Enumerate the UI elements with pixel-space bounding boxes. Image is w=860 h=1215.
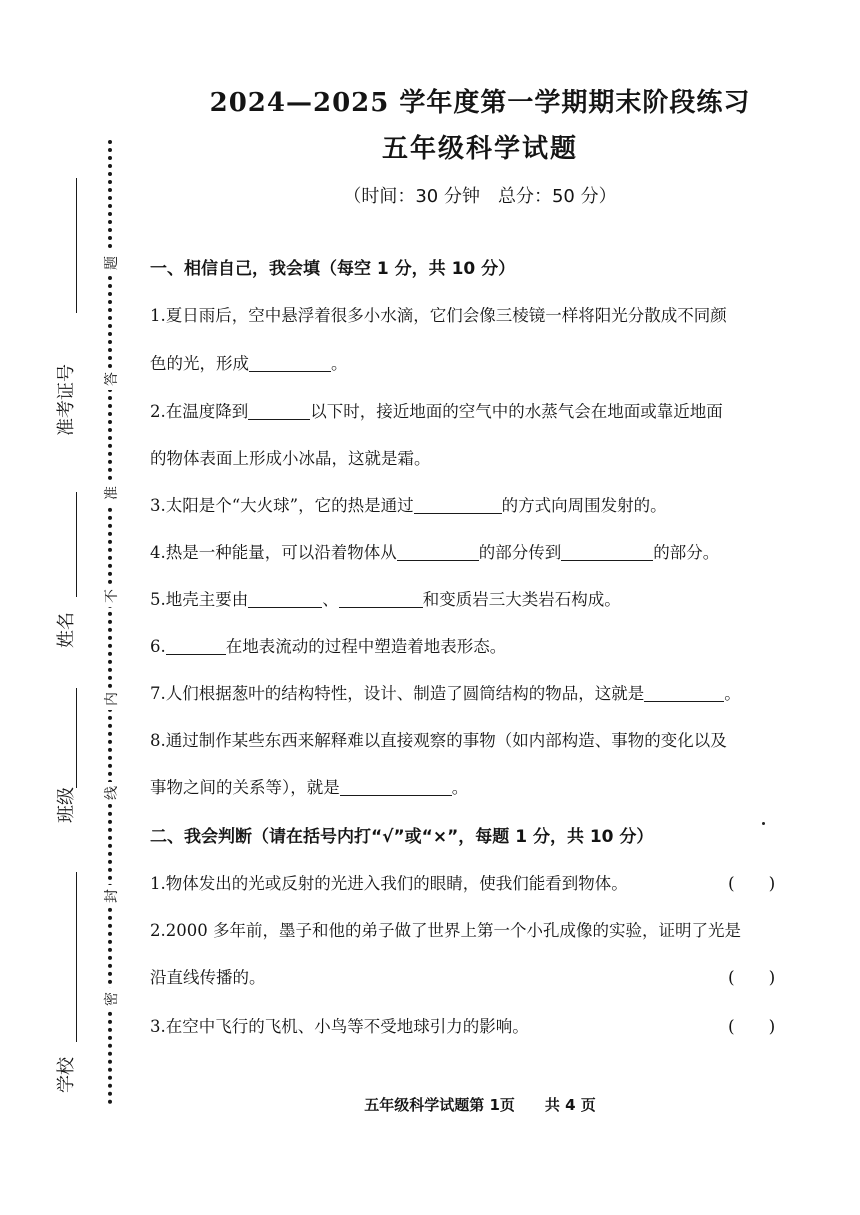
answer-parenthesis[interactable]: ( ) — [728, 968, 776, 988]
exam-number-line — [76, 178, 77, 313]
school-label: 学校 — [56, 1057, 77, 1093]
name-line — [76, 492, 77, 597]
exam-subtitle: 五年级科学试题 — [381, 134, 578, 164]
question-2-line-1: 2.在温度降到 以下时，接近地面的空气中的水蒸气会在地面或靠近地面 — [150, 402, 723, 421]
exam-time-score: （时间：30 分钟 总分：50 分） — [343, 186, 617, 207]
question-8-line-2: 事物之间的关系等），就是 。 — [150, 778, 469, 797]
judge-question-2-line-2: 沿直线传播的。 — [150, 968, 266, 987]
question-5: 5.地壳主要由 、 和变质岩三大类岩石构成。 — [150, 590, 621, 609]
section-2-heading: 二、我会判断（请在括号内打“√”或“×”，每题 1 分，共 10 分） — [150, 827, 654, 847]
judge-question-1: 1.物体发出的光或反射的光进入我们的眼睛，使我们能看到物体。 — [150, 874, 628, 893]
question-8-line-1: 8.通过制作某些东西来解释难以直接观察的事物（如内部构造、事物的变化以及 — [150, 731, 727, 750]
answer-parenthesis[interactable]: ( ) — [728, 1017, 776, 1037]
section-1-heading: 一、相信自己，我会填（每空 1 分，共 10 分） — [150, 259, 516, 279]
class-line — [76, 688, 77, 788]
answer-blank[interactable] — [248, 402, 310, 420]
answer-blank[interactable] — [644, 684, 724, 702]
answer-blank[interactable] — [414, 496, 502, 514]
answer-blank[interactable] — [249, 354, 331, 372]
exam-number-label: 准考证号 — [56, 364, 77, 436]
seal-dotted-line — [108, 140, 112, 1105]
class-label: 班级 — [56, 787, 77, 823]
seal-char: 题 — [100, 252, 122, 274]
seal-char: 密 — [100, 988, 122, 1010]
answer-blank[interactable] — [561, 543, 653, 561]
question-6: 6. 在地表流动的过程中塑造着地表形态。 — [150, 637, 507, 656]
scan-speck — [762, 822, 765, 825]
judge-question-3: 3.在空中飞行的飞机、小鸟等不受地球引力的影响。 — [150, 1017, 529, 1036]
exam-title: 2024—2025 学年度第一学期期末阶段练习 — [209, 88, 751, 118]
judge-question-2-line-1: 2.2000 多年前，墨子和他的弟子做了世界上第一个小孔成像的实验，证明了光是 — [150, 921, 741, 940]
question-3: 3.太阳是个“大火球”，它的热是通过 的方式向周围发射的。 — [150, 496, 667, 515]
question-1-line-1: 1.夏日雨后，空中悬浮着很多小水滴，它们会像三棱镜一样将阳光分散成不同颜 — [150, 306, 727, 325]
school-line — [76, 872, 77, 1042]
answer-blank[interactable] — [397, 543, 479, 561]
seal-char: 线 — [100, 782, 122, 804]
seal-char: 封 — [100, 885, 122, 907]
name-label: 姓名 — [56, 612, 77, 648]
seal-char: 内 — [100, 688, 122, 710]
answer-blank[interactable] — [248, 590, 322, 608]
question-4: 4.热是一种能量，可以沿着物体从 的部分传到 的部分。 — [150, 543, 720, 562]
seal-char: 答 — [100, 368, 122, 390]
answer-parenthesis[interactable]: ( ) — [728, 874, 776, 894]
answer-blank[interactable] — [166, 637, 226, 655]
question-1-line-2: 色的光，形成 。 — [150, 354, 348, 373]
question-2-line-2: 的物体表面上形成小冰晶，这就是霜。 — [150, 449, 431, 468]
seal-char: 准 — [100, 482, 122, 504]
answer-blank[interactable] — [340, 778, 452, 796]
answer-blank[interactable] — [339, 590, 423, 608]
question-7: 7.人们根据葱叶的结构特性，设计、制造了圆筒结构的物品，这就是 。 — [150, 684, 741, 703]
page-footer: 五年级科学试题第 1页 共 4 页 — [364, 1096, 596, 1114]
seal-char: 不 — [100, 585, 122, 607]
